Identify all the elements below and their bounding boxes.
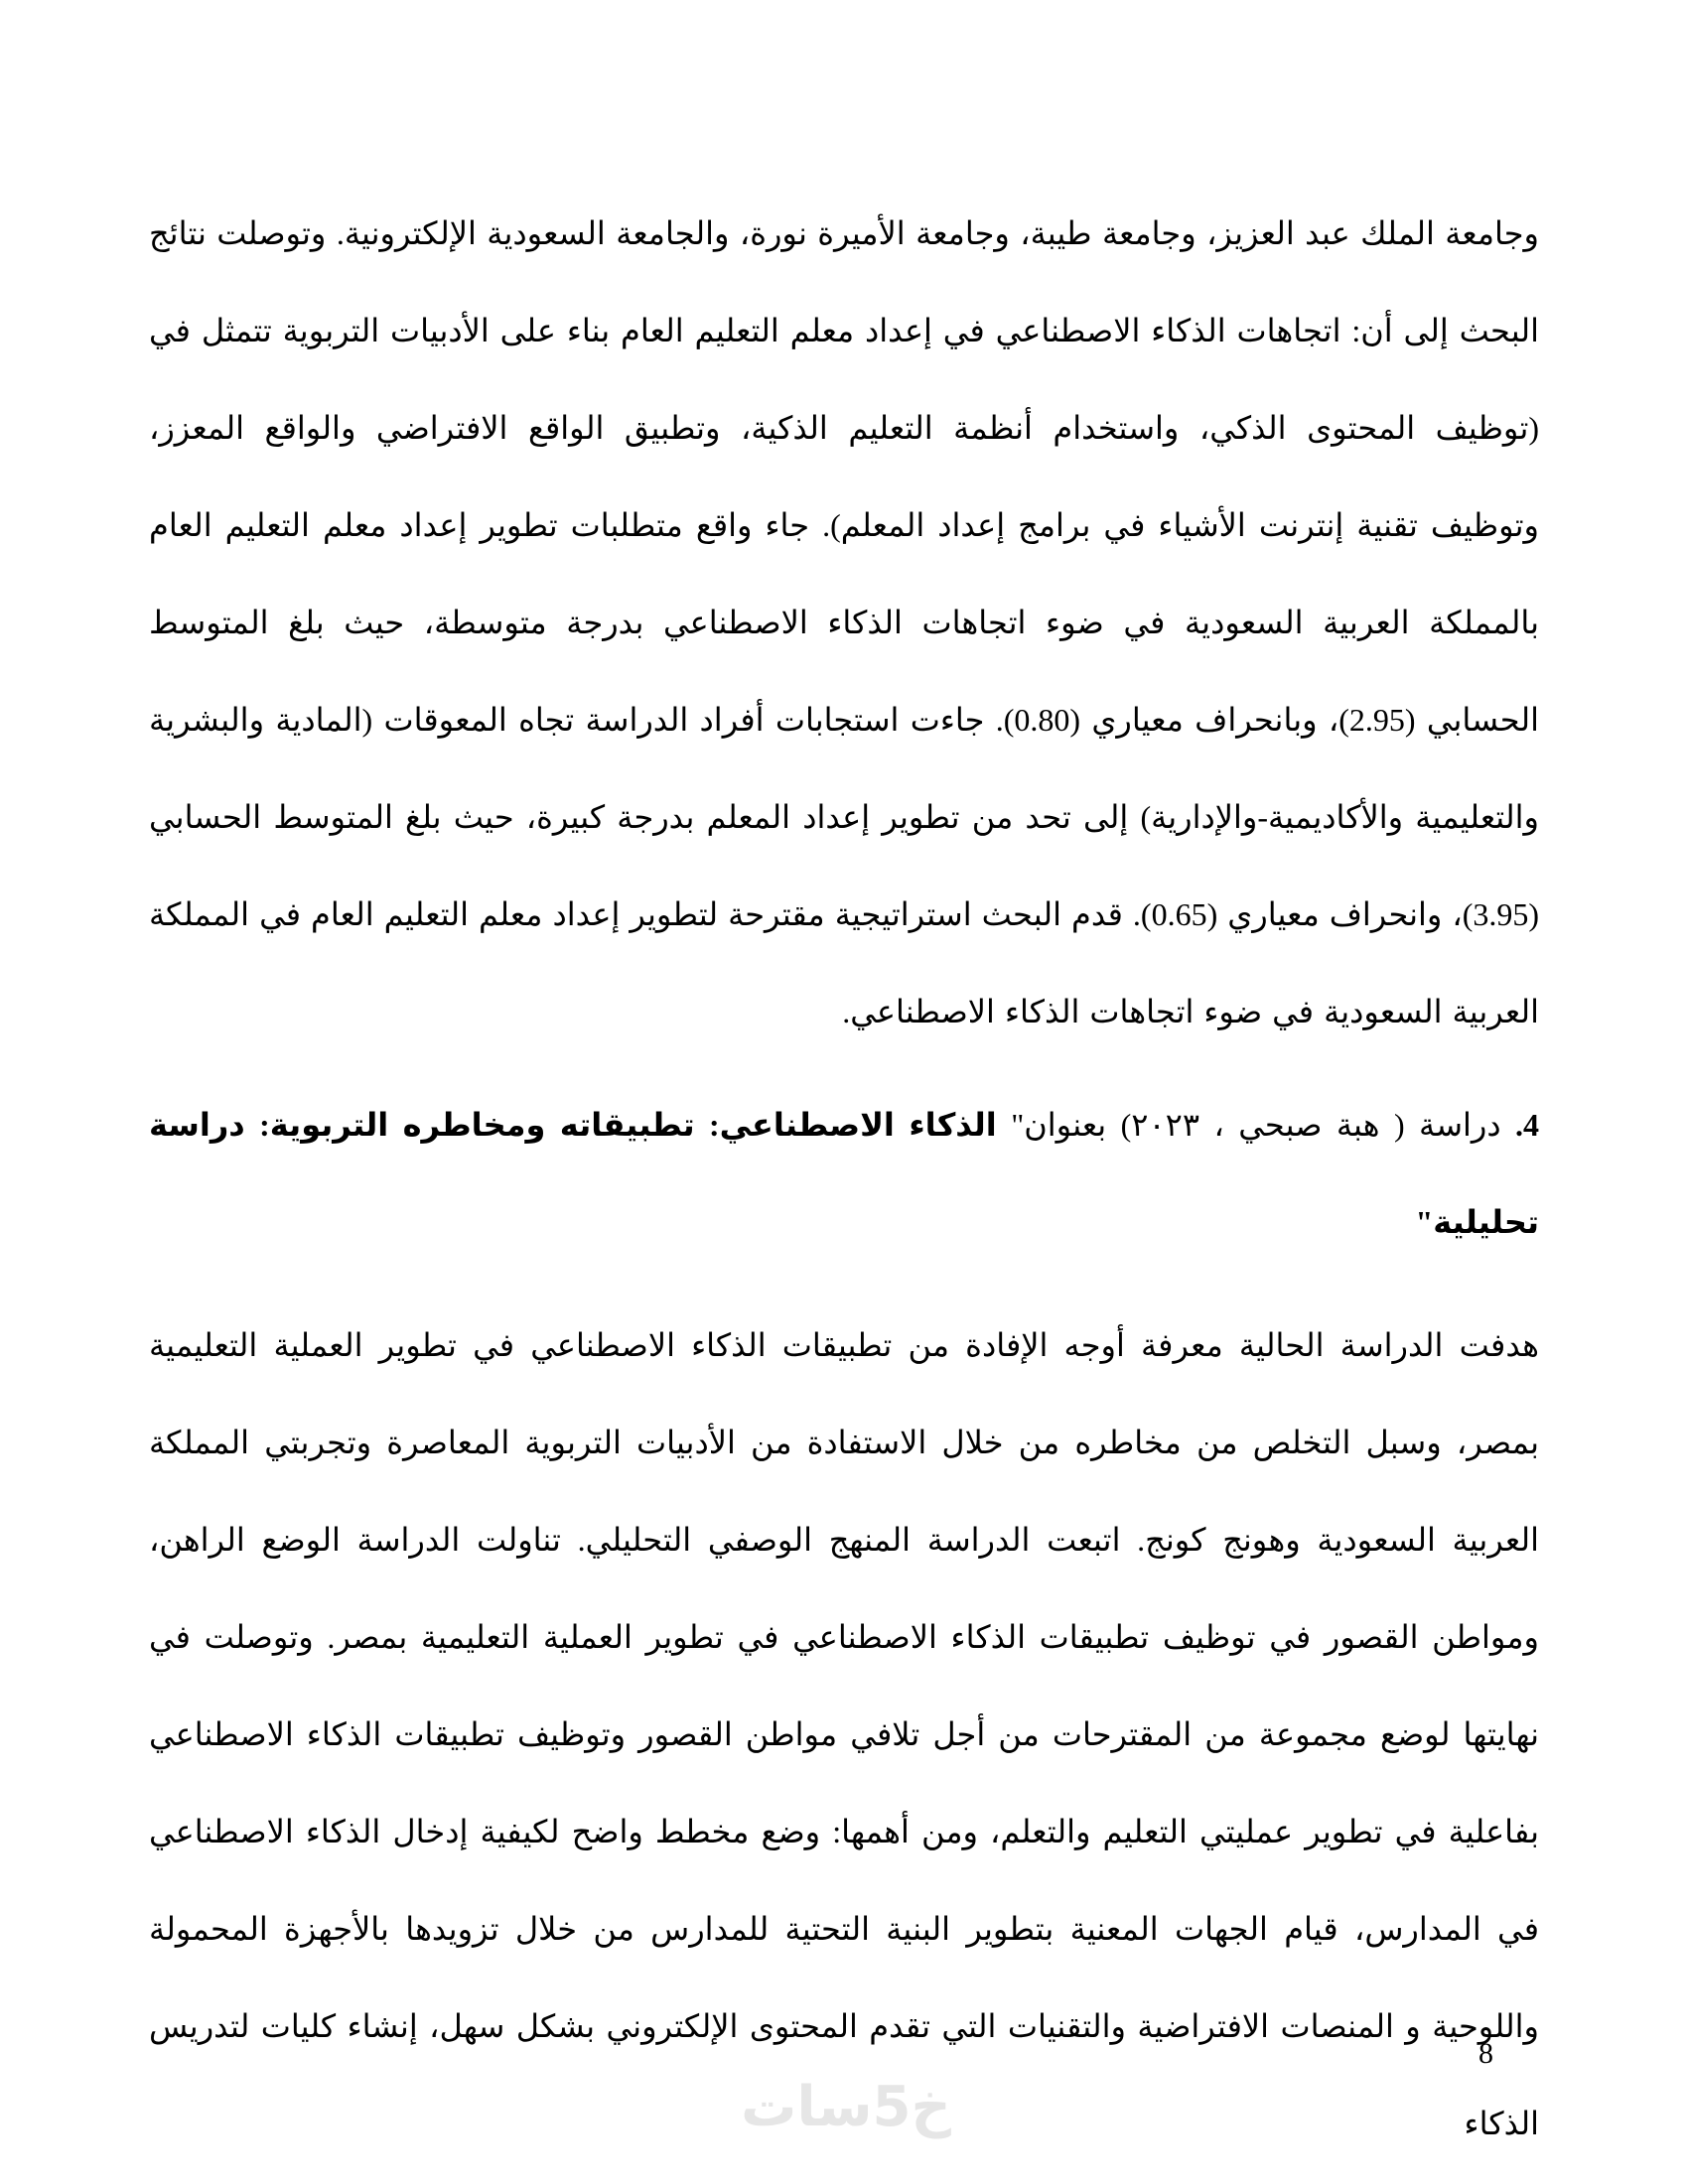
study-4-heading-title: الذكاء الاصطناعي: تطبيقاته ومخاطره التربوية: دراسة تحليلية" bbox=[149, 1107, 1539, 1240]
paragraph-study-results: وجامعة الملك عبد العزيز، وجامعة طيبة، وجامعة الأميرة نورة، والجامعة السعودية الإلكترونية. وتوصلت نتائج البحث إلى أن: اتجاهات الذكاء الاصطناعي في إعداد معلم التعليم العام بناء على الأدبيات التربوية تتمثل في (توظيف المحتوى الذكي، واستخدام أنظمة التعليم الذكية، وتطبيق الواقع الافتراضي والواقع المعزز، وتوظيف تقنية إنترنت الأشياء في برامج إعداد المعلم). جاء واقع متطلبات تطوير إعداد معلم التعليم العام بالمملكة العربية السعودية في ضوء اتجاهات الذكاء الاصطناعي بدرجة متوسطة، حيث بلغ المتوسط الحسابي (2.95)، وبانحراف معياري (0.80). جاءت استجابات أفراد الدراسة تجاه المعوقات (المادية والبشرية والتعليمية والأكاديمية-والإدارية) إلى تحد من تطوير إعداد المعلم بدرجة كبيرة، حيث بلغ المتوسط الحسابي (3.95)، وانحراف معياري (0.65). قدم البحث استراتيجية مقترحة لتطوير إعداد معلم التعليم العام في المملكة العربية السعودية في ضوء اتجاهات الذكاء الاصطناعي. bbox=[149, 215, 1540, 1029]
text-block bbox=[149, 185, 1539, 2172]
page-number: 8 bbox=[1478, 2037, 1493, 2070]
study-4-heading bbox=[149, 1076, 1539, 1271]
paragraph-study-4-summary: هدفت الدراسة الحالية معرفة أوجه الإفادة من تطبيقات الذكاء الاصطناعي في تطوير العملية التعليمية بمصر، وسبل التخلص من مخاطره من خلال الاستفادة من الأدبيات التربوية المعاصرة وتجربتي المملكة العربية السعودية وهونج كونج. اتبعت الدراسة المنهج الوصفي التحليلي. تناولت الدراسة الوضع الراهن، ومواطن القصور في توظيف تطبيقات الذكاء الاصطناعي في تطوير العملية التعليمية بمصر. وتوصلت في نهايتها لوضع مجموعة من المقترحات من أجل تلافي مواطن القصور وتوظيف تطبيقات الذكاء الاصطناعي بفاعلية في تطوير عمليتي التعليم والتعلم، ومن أهمها: وضع مخطط واضح لكيفية إدخال الذكاء الاصطناعي في المدارس، قيام الجهات المعنية بتطوير البنية التحتية للمدارس من خلال تزويدها بالأجهزة المحمولة واللوحية و المنصات الافتراضية والتقنيات التي تقدم المحتوى الإلكتروني بشكل سهل، إنشاء كليات لتدريس الذكاء bbox=[149, 1327, 1540, 2141]
study-4-number: 4. bbox=[1515, 1107, 1540, 1143]
khamsat-watermark: خ5سات bbox=[741, 2075, 951, 2139]
study-4-heading-intro: دراسة ( هبة صبحي ، ٢٠٢٣) بعنوان" bbox=[996, 1107, 1516, 1143]
